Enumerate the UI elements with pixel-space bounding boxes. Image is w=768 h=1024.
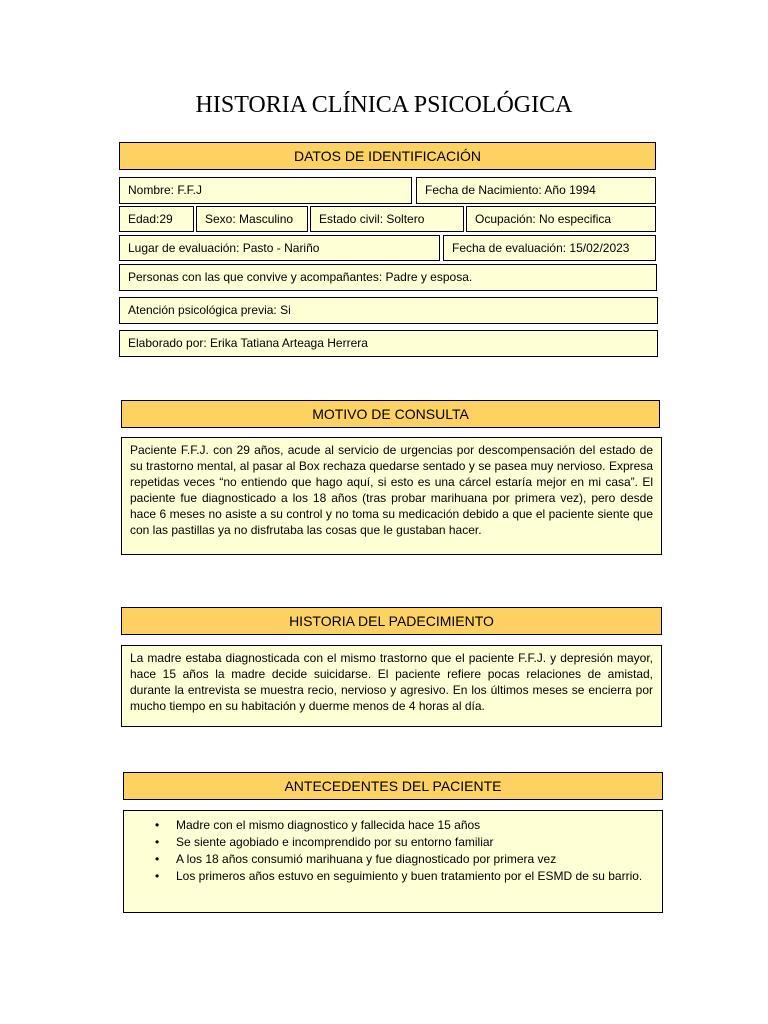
list-item-text: A los 18 años consumió marihuana y fue diagnosticado por primera vez (176, 852, 557, 866)
field-elaborado-por: Elaborado por: Erika Tatiana Arteaga Herrera (119, 330, 658, 357)
field-convive: Personas con las que convive y acompañantes: Padre y esposa. (119, 264, 657, 291)
list-item (155, 851, 654, 868)
list-item-text: Los primeros años estuvo en seguimiento y buen tratamiento por el ESMD de su barrio. (176, 869, 643, 883)
page-title: HISTORIA CLÍNICA PSICOLÓGICA (195, 92, 573, 118)
section-header-motivo: MOTIVO DE CONSULTA (121, 400, 660, 428)
list-item (155, 817, 654, 834)
field-fecha-nacimiento: Fecha de Nacimiento: Año 1994 (416, 177, 656, 204)
field-sexo: Sexo: Masculino (196, 206, 308, 232)
historia-text: La madre estaba diagnosticada con el mismo trastorno que el paciente F.F.J. y depresión mayor, hace 15 años la madre decide suicidarse. El paciente refiere pocas relaciones de amistad, durante la entrevista se muestra recio, nervioso y agresivo. En los últimos meses se encierra por mucho tiempo en su habitación y duerme menos de 4 horas al día. (121, 645, 662, 727)
field-atencion-previa: Atención psicológica previa: Si (119, 297, 658, 324)
antecedentes-list (123, 810, 663, 913)
list-item (155, 834, 654, 851)
bullet-icon: • (155, 869, 160, 883)
bullet-icon: • (155, 835, 160, 849)
list-item (155, 868, 654, 885)
field-lugar-evaluacion: Lugar de evaluación: Pasto - Nariño (119, 235, 440, 261)
section-header-identificacion: DATOS DE IDENTIFICACIÓN (119, 142, 656, 170)
section-header-antecedentes: ANTECEDENTES DEL PACIENTE (123, 772, 663, 800)
field-estado-civil: Estado civil: Soltero (310, 206, 464, 232)
bullet-icon: • (155, 852, 160, 866)
bullet-icon: • (155, 818, 160, 832)
list-item-text: Se siente agobiado e incomprendido por su entorno familiar (176, 835, 494, 849)
field-ocupacion: Ocupación: No especifica (466, 206, 656, 232)
section-header-historia: HISTORIA DEL PADECIMIENTO (121, 607, 662, 635)
field-edad: Edad:29 (119, 206, 194, 232)
field-fecha-evaluacion: Fecha de evaluación: 15/02/2023 (443, 235, 656, 261)
list-item-text: Madre con el mismo diagnostico y fallecida hace 15 años (176, 818, 481, 832)
motivo-text: Paciente F.F.J. con 29 años, acude al servicio de urgencias por descompensación del estado de su trastorno mental, al pasar al Box rechaza quedarse sentado y se pasea muy nervioso. Expresa repetidas veces “no entiendo que hago aquí, si esto es una cárcel estaría mejor en mi casa”. El paciente fue diagnosticado a los 18 años (tras probar marihuana por primera vez), pero desde hace 6 meses no asiste a su control y no toma su medicación debido a que el paciente siente que con las pastillas ya no disfrutaba las cosas que le gustaban hacer. (121, 437, 662, 555)
field-nombre: Nombre: F.F.J (119, 177, 412, 204)
